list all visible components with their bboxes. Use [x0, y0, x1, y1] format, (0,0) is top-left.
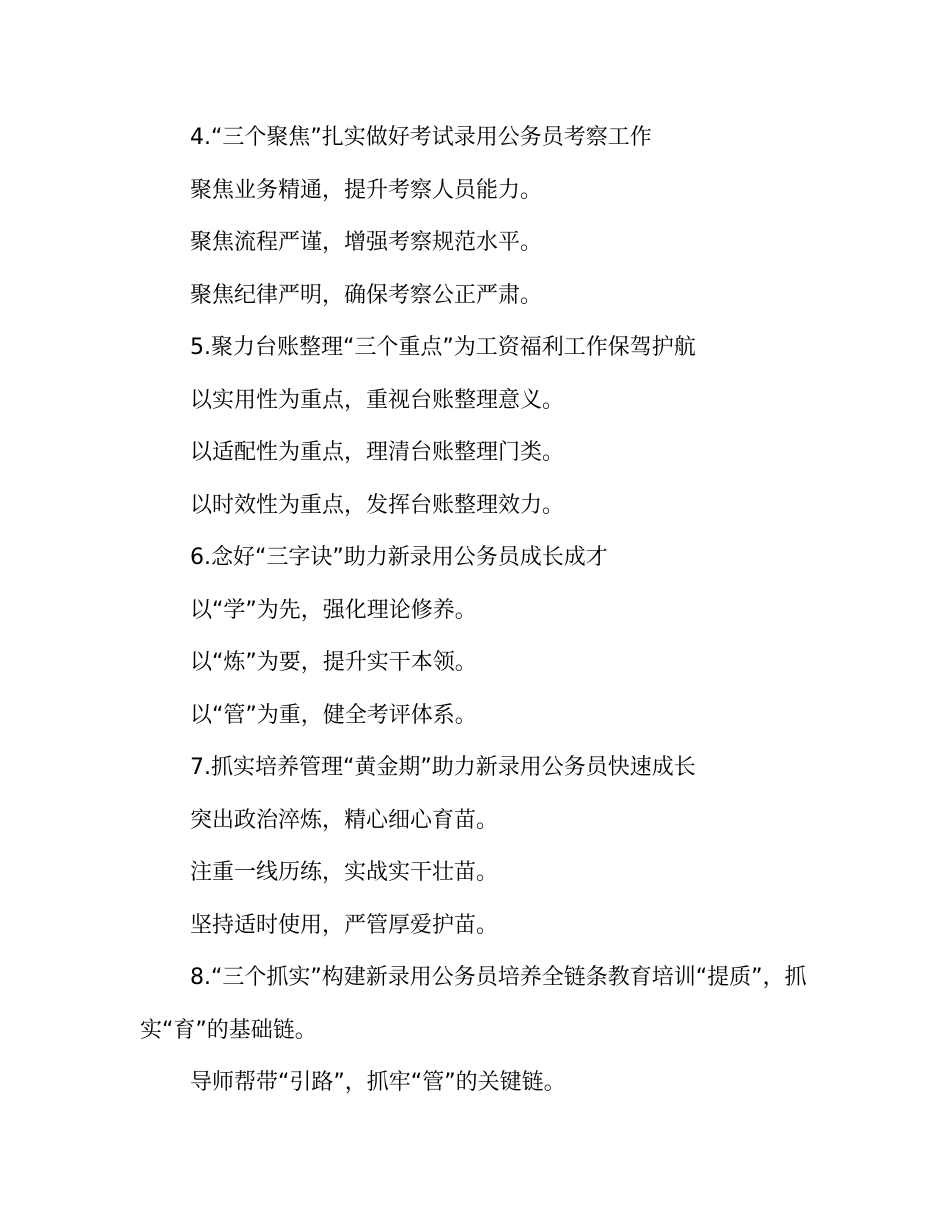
heading-6: 6.念好“三字诀”助力新录用公务员成长成才	[190, 545, 608, 570]
document-body	[140, 112, 812, 1110]
heading-4: 4.“三个聚焦”扎实做好考试录用公务员考察工作	[190, 125, 652, 150]
paragraph: 以“炼”为要，提升实干本领。	[190, 650, 477, 675]
paragraph: 聚焦业务精通，提升考察人员能力。	[190, 177, 543, 203]
paragraph: 以“管”为重，健全考评体系。	[190, 702, 477, 728]
paragraph: 以适配性为重点，理清台账整理门类。	[190, 440, 565, 465]
paragraph: 以实用性为重点，重视台账整理意义。	[190, 387, 565, 413]
paragraph: 导师帮带“引路”，抓牢“管”的关键链。	[190, 1070, 566, 1095]
paragraph: 突出政治淬炼，精心细心育苗。	[190, 807, 499, 833]
paragraph: 聚焦流程严谨，增强考察规范水平。	[190, 230, 543, 255]
paragraph: 聚焦纪律严明，确保考察公正严肃。	[190, 282, 543, 308]
paragraph: 注重一线历练，实战实干壮苗。	[190, 860, 499, 885]
paragraph: 以“学”为先，强化理论修养。	[190, 597, 477, 623]
heading-5: 5.聚力台账整理“三个重点”为工资福利工作保驾护航	[190, 335, 696, 360]
paragraph: 坚持适时使用，严管厚爱护苗。	[190, 912, 499, 938]
heading-7: 7.抓实培养管理“黄金期”助力新录用公务员快速成长	[190, 755, 696, 780]
paragraph: 以时效性为重点，发挥台账整理效力。	[190, 492, 565, 518]
heading-8: 8.“三个抓实”构建新录用公务员培养全链条教育培训“提质”，抓实“育”的基础链。	[140, 965, 807, 1043]
